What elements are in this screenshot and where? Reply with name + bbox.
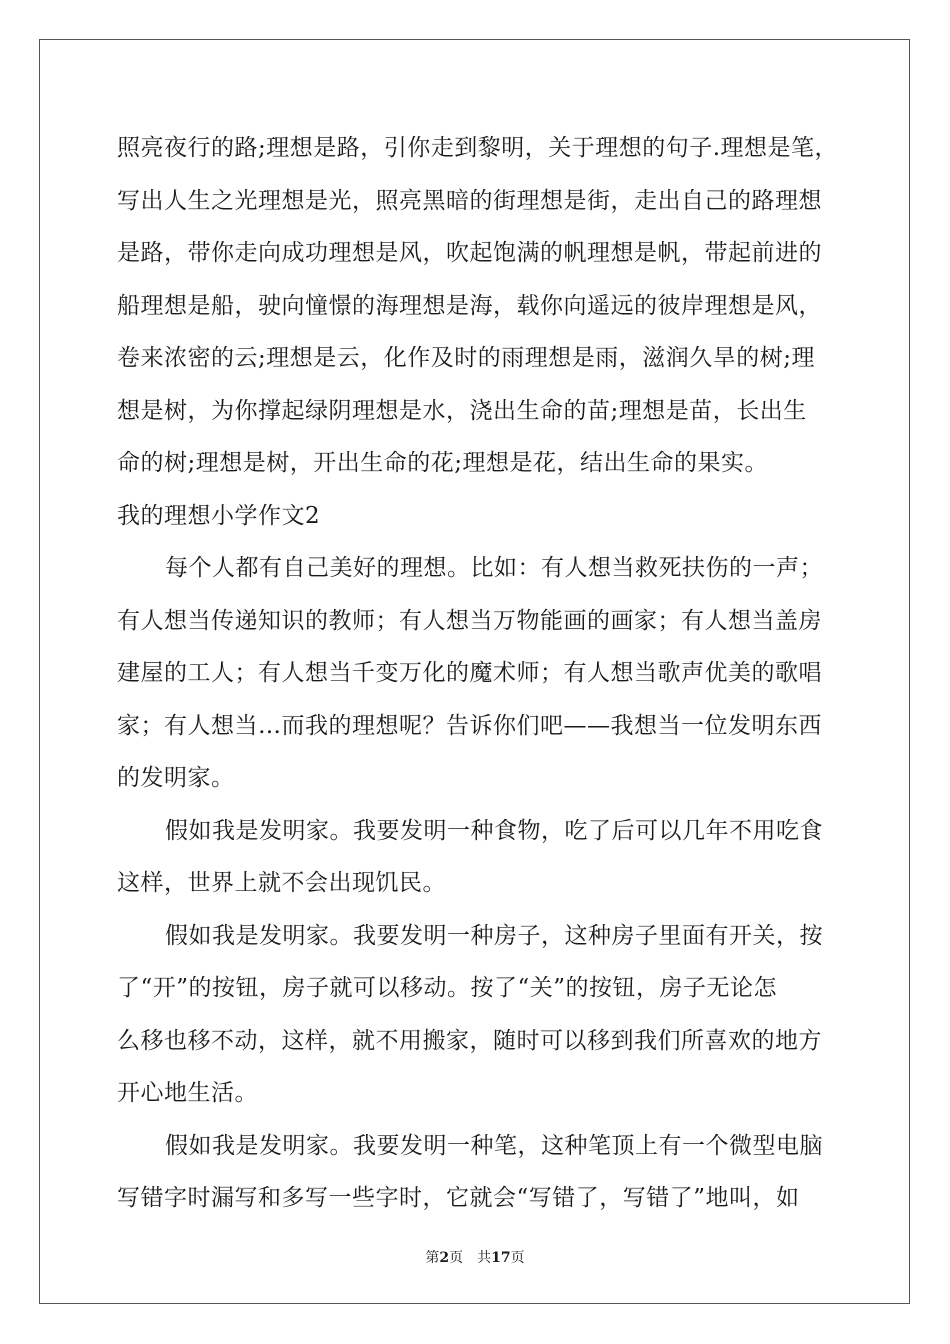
total-prefix: 共 — [477, 1250, 492, 1266]
text-line: 么移也移不动，这样，就不用搬家，随时可以移到我们所喜欢的地方 — [117, 1027, 822, 1054]
text-line: 家；有人想当…而我的理想呢？告诉你们吧——我想当一位发明东西 — [117, 712, 822, 739]
text-line: 假如我是发明家。我要发明一种房子，这种房子里面有开关，按 — [165, 922, 823, 949]
page-suffix: 页 — [449, 1250, 464, 1266]
text-line: 写错字时漏写和多写一些字时，它就会“写错了，写错了”地叫，如 — [117, 1185, 800, 1211]
document-body — [117, 122, 839, 1225]
text-line: 是路，带你走向成功理想是风，吹起饱满的帆理想是帆，带起前进的 — [117, 240, 822, 266]
text-line: 建屋的工人；有人想当千变万化的魔术师；有人想当歌声优美的歌唱 — [117, 660, 822, 686]
text-line: 有人想当传递知识的教师；有人想当万物能画的画家；有人想当盖房 — [117, 607, 822, 634]
text-line: 每个人都有自己美好的理想。比如：有人想当救死扶伤的一声； — [165, 555, 823, 581]
text-line: 写出人生之光理想是光，照亮黑暗的街理想是街，走出自己的路理想 — [117, 187, 822, 214]
text-line: 卷来浓密的云;理想是云，化作及时的雨理想是雨，滋润久旱的树;理 — [117, 345, 815, 371]
total-suffix: 页 — [510, 1250, 525, 1266]
text-line: 假如我是发明家。我要发明一种食物，吃了后可以几年不用吃食 — [165, 817, 823, 844]
section-title: 我的理想小学作文2 — [117, 502, 321, 529]
text-line: 的发明家。 — [117, 765, 235, 791]
page-prefix: 第 — [425, 1250, 440, 1266]
page-number: 2 — [439, 1250, 450, 1266]
text-line: 开心地生活。 — [117, 1080, 258, 1106]
text-line: 假如我是发明家。我要发明一种笔，这种笔顶上有一个微型电脑 — [165, 1132, 823, 1159]
text-line: 了“开”的按钮，房子就可以移动。按了“关”的按钮，房子无论怎 — [117, 975, 778, 1001]
text-line: 照亮夜行的路;理想是路，引你走到黎明，关于理想的句子.理想是笔， — [117, 135, 839, 161]
text-line: 命的树;理想是树，开出生命的花;理想是花，结出生命的果实。 — [117, 450, 768, 476]
text-line: 船理想是船，驶向憧憬的海理想是海，载你向遥远的彼岸理想是风， — [117, 292, 822, 319]
page-footer — [0, 1247, 950, 1267]
text-line: 这样，世界上就不会出现饥民。 — [117, 870, 446, 896]
text-line: 想是树，为你撑起绿阴理想是水，浇出生命的苗;理想是苗，长出生 — [117, 397, 807, 424]
total-pages: 17 — [491, 1250, 511, 1266]
